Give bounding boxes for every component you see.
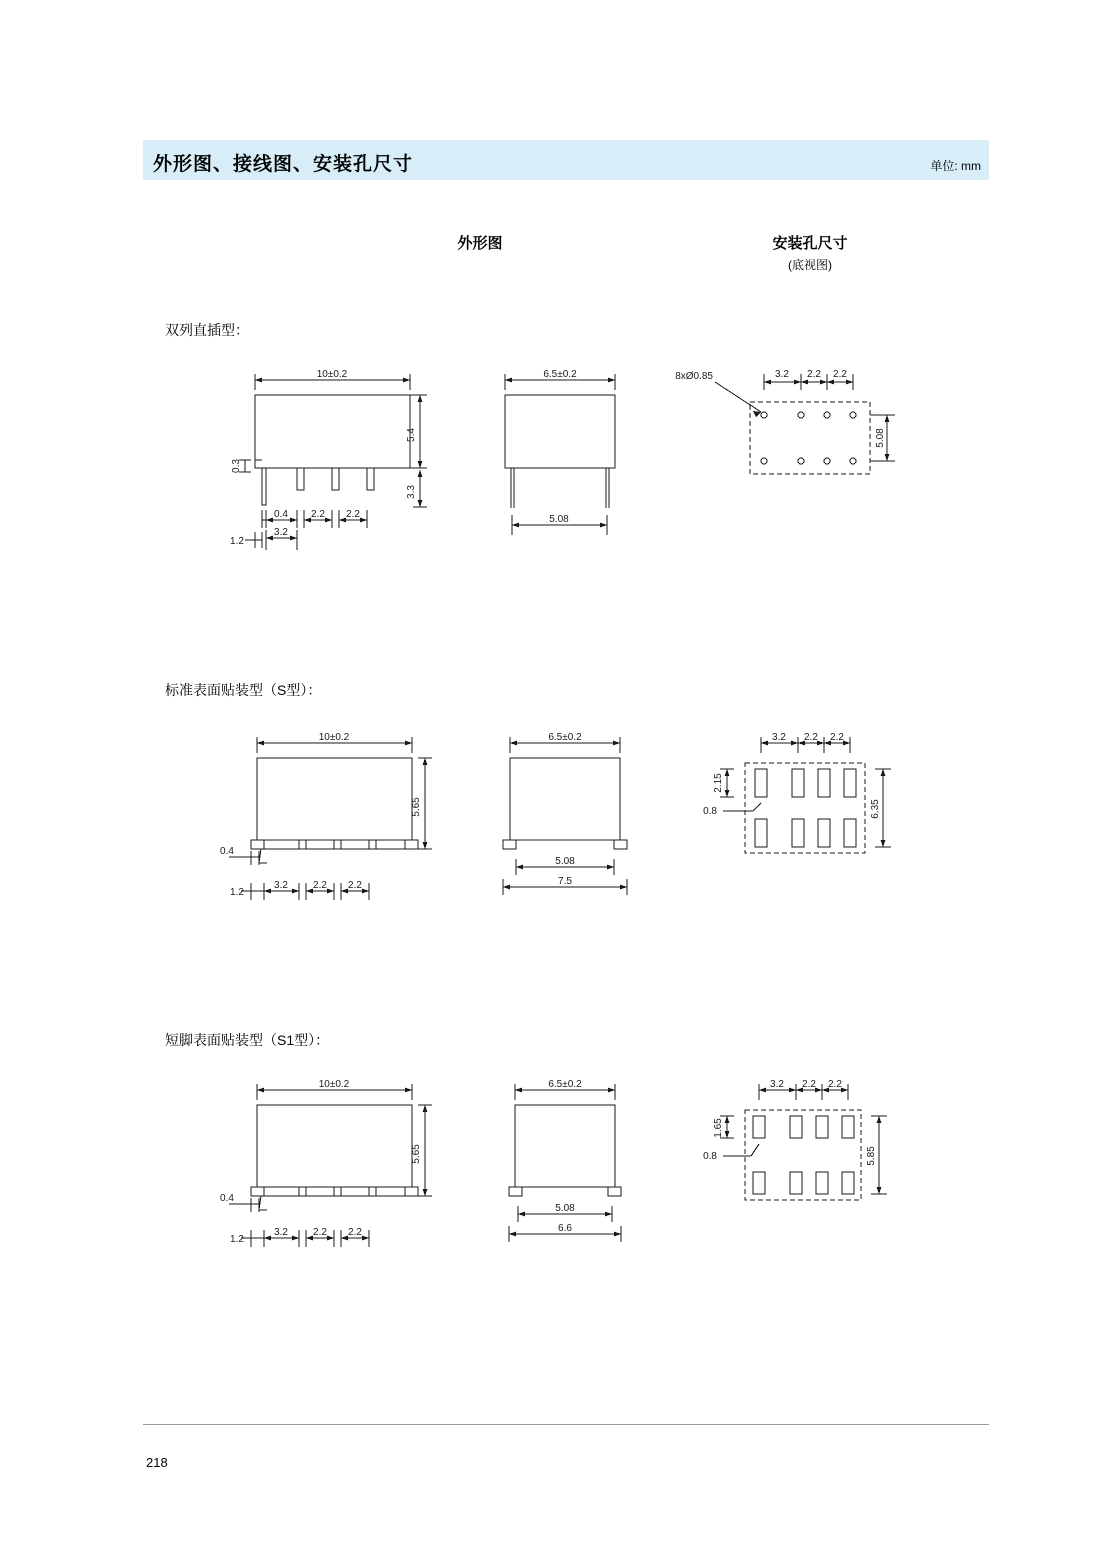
dim-smds1-side-pitch: 5.08 — [555, 1203, 575, 1214]
page-title: 外形图、接线图、安装孔尺寸 — [153, 154, 414, 175]
dim-dip-front-height: 5.4 — [406, 428, 417, 442]
dim-dip-top-gap: 0.3 — [231, 459, 242, 473]
drawing-smd-s — [215, 725, 935, 920]
dim-smds1-pad-p2: 2.2 — [802, 1079, 816, 1090]
dim-smds-pitch1: 3.2 — [274, 880, 288, 891]
dim-smds1-pitch3: 2.2 — [348, 1227, 362, 1238]
unit-note: 单位: mm — [930, 159, 981, 173]
dim-smds1-pad-p1: 3.2 — [770, 1079, 784, 1090]
dim-smds-pitch2: 2.2 — [313, 880, 327, 891]
dim-smds-lead: 0.4 — [220, 846, 234, 857]
dim-dip-hole-v: 5.08 — [875, 428, 886, 448]
dim-smds-pad-h: 2.15 — [713, 773, 724, 793]
section-header-band — [143, 140, 989, 180]
dim-dip-pitch1: 0.4 — [274, 509, 288, 520]
dim-smds-pad-p3: 2.2 — [830, 732, 844, 743]
dim-dip-hole-p1: 3.2 — [775, 369, 789, 380]
dim-smds1-pad-p3: 2.2 — [828, 1079, 842, 1090]
dim-smds1-side-total: 6.6 — [558, 1223, 572, 1234]
dim-smds-pad-w: 0.8 — [703, 806, 717, 817]
dim-smds1-pitch1: 3.2 — [274, 1227, 288, 1238]
dim-smds-side-width: 6.5±0.2 — [548, 732, 582, 743]
dim-dip-front-width: 10±0.2 — [316, 369, 348, 380]
dim-smds-front-width: 10±0.2 — [318, 732, 350, 743]
dim-smds-pad-p2: 2.2 — [804, 732, 818, 743]
dim-smds-pad-p1: 3.2 — [772, 732, 786, 743]
dim-smds1-pad-v: 5.85 — [866, 1146, 877, 1166]
section-label-dip: 双列直插型： — [165, 322, 249, 338]
column-title-outline: 外形图 — [457, 235, 503, 252]
dim-smds1-lead: 0.4 — [220, 1193, 234, 1204]
section-label-smd-s1: 短脚表面贴装型（S1型）： — [165, 1032, 330, 1048]
dim-smds1-pad-h: 1.65 — [713, 1118, 724, 1138]
column-subtitle-bottom-view: (底视图) — [788, 258, 832, 272]
dim-smds1-left-edge: 1.2 — [230, 1234, 244, 1245]
dim-dip-pitch3: 2.2 — [346, 509, 360, 520]
dim-smds-pad-v: 6.35 — [870, 799, 881, 819]
dim-dip-side-pitch: 5.08 — [549, 514, 569, 525]
section-label-smd-s: 标准表面贴装型（S型）： — [165, 682, 322, 698]
dim-dip-hole-p2: 2.2 — [807, 369, 821, 380]
dim-smds-side-total: 7.5 — [558, 876, 572, 887]
footer-divider — [143, 1424, 989, 1425]
dim-smds-pitch3: 2.2 — [348, 880, 362, 891]
dim-dip-pitch2: 2.2 — [311, 509, 325, 520]
dim-dip-pitch-base: 3.2 — [274, 527, 288, 538]
dim-dip-lead-height: 3.3 — [406, 485, 417, 499]
dim-smds-side-pitch: 5.08 — [555, 856, 575, 867]
dim-smds1-pitch2: 2.2 — [313, 1227, 327, 1238]
column-title-mounting: 安装孔尺寸 — [772, 235, 848, 252]
dim-dip-side-width: 6.5±0.2 — [543, 369, 577, 380]
dim-dip-hole-note: 8xØ0.85 — [675, 371, 713, 382]
dim-smds1-side-width: 6.5±0.2 — [548, 1079, 582, 1090]
dim-smds1-front-height: 5.65 — [411, 1144, 422, 1164]
page-number: 218 — [146, 1455, 168, 1470]
drawing-smd-s1 — [215, 1072, 935, 1262]
dim-smds-left-edge: 1.2 — [230, 887, 244, 898]
drawing-dip — [215, 360, 935, 570]
dim-smds1-pad-w: 0.8 — [703, 1151, 717, 1162]
dim-smds1-front-width: 10±0.2 — [318, 1079, 350, 1090]
dim-smds-front-height: 5.65 — [411, 797, 422, 817]
dim-dip-left-edge: 1.2 — [230, 536, 244, 547]
dim-dip-hole-p3: 2.2 — [833, 369, 847, 380]
